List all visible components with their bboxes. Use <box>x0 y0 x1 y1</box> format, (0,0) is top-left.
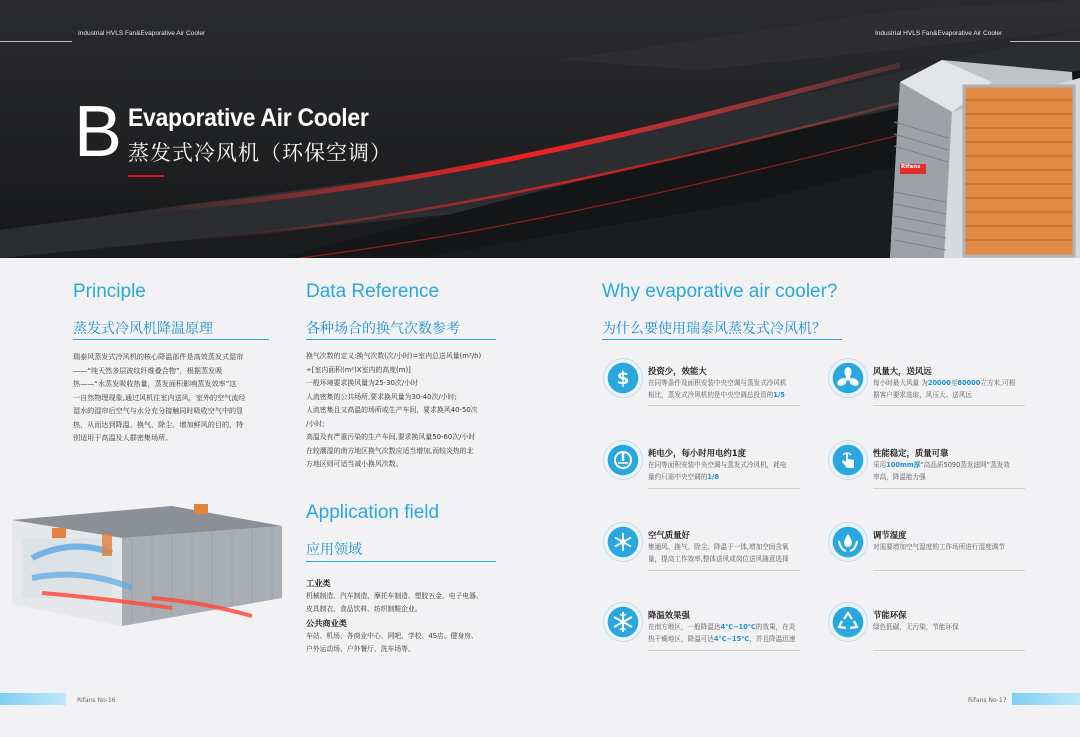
feature-description: 绿色低碳，无污染，节能环保 <box>873 623 959 631</box>
why-title: Why evaporative air cooler? <box>602 281 838 302</box>
feature-divider <box>873 405 1025 406</box>
footer-right-page: Rifans No-17 <box>968 697 1007 704</box>
header-left-rule <box>0 41 72 42</box>
header-left-text: Industrial HVLS Fan&Evaporative Air Cooler <box>78 30 206 37</box>
feature-title: 耗电少，每小时用电约1度 <box>648 448 746 458</box>
feature-divider <box>648 650 800 651</box>
application-title: Application field <box>306 502 440 523</box>
feature-divider <box>648 405 800 406</box>
feature-divider <box>648 570 800 571</box>
hands-drop-icon <box>828 522 868 562</box>
feature-description: 对需要增加空气湿度的工作场所进行湿度调节 <box>873 543 1005 551</box>
why-rule <box>602 339 842 340</box>
feature-divider <box>873 570 1025 571</box>
hero-subtitle: 蒸发式冷风机（环保空调） <box>128 141 392 165</box>
feature-title: 性能稳定，质量可靠 <box>873 448 949 458</box>
why-subtitle: 为什么要使用瑞泰风蒸发式冷风机？ <box>602 321 826 337</box>
power-icon <box>603 440 643 480</box>
factory-airflow-illustration <box>12 498 282 628</box>
feature-description: 集通风、换气、除尘、降温于一体,增加空间含氧 量，提高工作效率,整体送风或岗位送风随意选择 <box>648 543 789 563</box>
feature-divider <box>873 488 1025 489</box>
svg-text:$: $ <box>616 368 630 389</box>
application-group-text: 机械制造、汽车制造、摩托车制造、塑胶五金、电子电器、 皮具制衣、食品饮料、纺织制鞋企业。 <box>306 592 483 613</box>
touch-icon <box>828 440 868 480</box>
feature-divider <box>873 650 1025 651</box>
principle-rule <box>73 339 269 340</box>
feature-title: 投资少，效能大 <box>648 366 707 376</box>
snowflake-air-icon <box>603 522 643 562</box>
principle-subtitle: 蒸发式冷风机降温原理 <box>73 321 213 337</box>
recycle-icon <box>828 602 868 642</box>
fan-icon <box>828 358 868 398</box>
application-subtitle: 应用领域 <box>306 542 362 558</box>
data-reference-subtitle: 各种场合的换气次数参考 <box>306 321 460 337</box>
product-badge: Rifans <box>901 164 921 170</box>
application-rule <box>306 561 496 562</box>
title-accent-bar <box>128 175 164 177</box>
feature-title: 空气质量好 <box>648 530 690 540</box>
application-group-label: 公共商业类 <box>306 618 347 628</box>
feature-title: 降温效果强 <box>648 610 690 620</box>
dollar-icon <box>603 358 643 398</box>
feature-description: 采用100mm厚“高品质5090蒸发滤网”蒸发效 率高，降温能力强 <box>873 461 1010 481</box>
footer-right-bar <box>1012 693 1080 705</box>
feature-title: 风量大，送风远 <box>873 366 932 376</box>
principle-title: Principle <box>73 281 146 302</box>
data-reference-body: 换气次数的定义:换气次数(次/小时)=室内总送风量(m³/h) ÷[室内面积(m²)X室内的高度(m)] 一般环境要求换风量为25-30次/小时 人流密集的公共场所,要求换风量为30-40次/小时; 人流密集且又高温的场所或生产车间，要求换风40-50次 /小时; 高温及有严重污染的生产车间,要求换风量50-60次/小时 在较潮湿的南方地区换气次数应适当增加,而较炎热的北 方地区则可适当减小换风次数。 <box>306 352 482 468</box>
header-right-text: Industrial HVLS Fan&Evaporative Air Cooler <box>875 30 1003 37</box>
data-reference-rule <box>306 339 496 340</box>
principle-body: 瑞泰风蒸发式冷风机的核心降温部件是高效蒸发式湿帘 ——“纯天然多层波纹纤维叠合物”，根据蒸发吸 热——“水蒸发吸收热量，蒸发面积影响蒸发效率”这 一自然物理现象,通过风机往室内送风，室外的空气流经 湿水的湿帘后空气与水分充分接触同时吸收空气中的显 热，从而达到降温、换气、除尘、增加鲜风的目的，特 别适用于高温及人群密集场所。 <box>73 352 246 442</box>
feature-description: 每小时最大风量 为20000至80000立方米,可根 据客户要求选取，风压大、送风远 <box>873 379 1016 399</box>
feature-description: 在同等条件及面积安装中央空调与蒸发式冷风机 相比，蒸发式冷风机的是中央空调总投资的1/5 <box>648 379 787 399</box>
application-group-label: 工业类 <box>306 578 331 588</box>
feature-title: 调节湿度 <box>873 530 907 540</box>
snowflake-icon <box>603 602 643 642</box>
section-letter: B <box>74 92 123 172</box>
footer-left-bar <box>0 693 66 705</box>
footer-left-page: Rifans No-16 <box>77 697 116 704</box>
hero-title: Evaporative Air Cooler <box>128 103 369 132</box>
feature-divider <box>648 488 800 489</box>
header-right-rule <box>1010 41 1080 42</box>
air-cooler-product-image <box>882 42 1080 258</box>
feature-description: 在同等面积安装中央空调与蒸发式冷风机，耗电 量约只需中央空调的1/8 <box>648 461 787 481</box>
application-group-text: 车站、机场、各商业中心、网吧、学校、4S店、健身房、 户外运动场、户外餐厅、洗车场等。 <box>306 632 478 653</box>
data-reference-title: Data Reference <box>306 281 440 302</box>
hero-banner <box>0 0 1080 258</box>
feature-title: 节能环保 <box>873 610 907 620</box>
feature-description: 在南方地区，一般降温达4℃~10℃的效果，在炎 热干燥地区，降温可达4℃~15℃，并且降温迅速 <box>648 623 796 643</box>
